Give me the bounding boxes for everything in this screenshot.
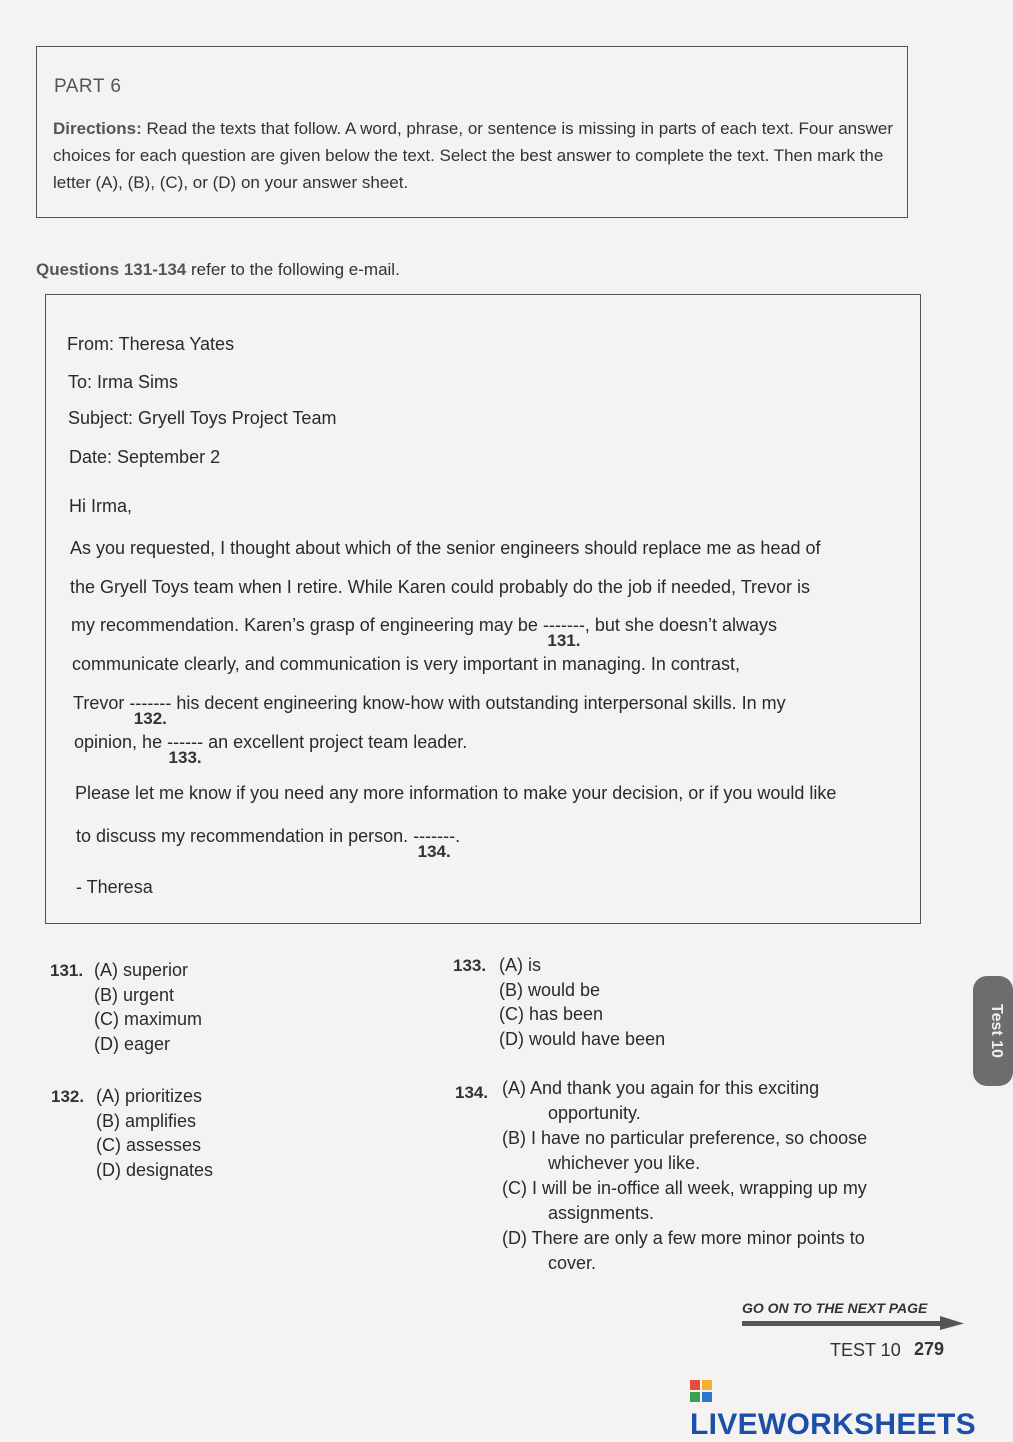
option-131-a[interactable]: (A) superior	[94, 960, 189, 980]
email-paragraph-line: As you requested, I thought about which of the senior engineers should replace me as head of	[70, 538, 821, 558]
side-tab	[973, 976, 1013, 1086]
option-132-a[interactable]: (A) prioritizes	[96, 1086, 203, 1106]
question-134-options	[502, 1076, 867, 1276]
option-text: whichever you like.	[548, 1153, 701, 1173]
option-133-b[interactable]: (B) would be	[499, 979, 601, 1000]
text-segment: an excellent project team leader.	[208, 732, 468, 752]
option-134-c[interactable]	[502, 1176, 867, 1226]
email-paragraph-line: Please let me know if you need any more information to make your decision, or if you would like	[75, 783, 837, 803]
directions-label: Directions:	[53, 119, 142, 138]
option-131-d[interactable]: (D) eager	[94, 1033, 171, 1054]
option-text: (B) I have no particular preference, so choose	[502, 1128, 868, 1148]
option-134-d[interactable]	[502, 1226, 867, 1276]
go-on-label: GO ON TO THE NEXT PAGE	[742, 1300, 928, 1316]
blank-dashes: -------	[413, 826, 456, 846]
blank-131[interactable]	[542, 615, 585, 650]
option-131-b[interactable]: (B) urgent	[94, 984, 175, 1005]
right-arrow-icon	[742, 1316, 964, 1330]
liveworksheets-logo-icon	[690, 1380, 712, 1402]
option-131-c[interactable]: (C) maximum	[94, 1009, 202, 1029]
blank-dashes: -------	[542, 615, 585, 635]
email-paragraph-line: communicate clearly, and communication is very important in managing. In contrast,	[72, 654, 740, 674]
option-134-a[interactable]	[502, 1076, 867, 1126]
questions-range: Questions 131-134	[36, 260, 187, 279]
email-paragraph-line	[73, 693, 786, 728]
brand-logo	[690, 1374, 999, 1442]
option-133-c[interactable]: (C) has been	[499, 1004, 604, 1024]
question-number-134: 134.	[417, 842, 451, 861]
question-133-options	[499, 953, 665, 1051]
option-text: (D) There are only a few more minor points to	[502, 1228, 865, 1248]
question-134-label: 134.	[455, 1083, 489, 1102]
directions-body: Read the texts that follow. A word, phrase, or sentence is missing in parts of each text. Four answer choices for each question are given below the text. Select the best answer to complete the text. Then mark the letter (A), (B), (C), or (D) on your answer sheet.	[53, 119, 894, 192]
text-segment: , but she doesn’t always	[584, 615, 778, 635]
option-132-c[interactable]: (C) assesses	[96, 1135, 202, 1155]
question-133-label: 133.	[453, 956, 487, 975]
email-subject: Subject: Gryell Toys Project Team	[68, 408, 337, 428]
text-segment: my recommendation. Karen’s grasp of engineering may be	[71, 615, 538, 635]
text-segment: Trevor	[73, 693, 125, 713]
text-segment: opinion, he	[74, 732, 163, 752]
email-paragraph-line	[76, 826, 461, 861]
text-segment: to discuss my recommendation in person.	[76, 826, 409, 846]
question-131-options	[94, 958, 202, 1056]
option-text: (A) And thank you again for this exciting	[502, 1078, 820, 1098]
question-131-label: 131.	[50, 961, 84, 980]
test-label: TEST 10	[830, 1340, 901, 1360]
questions-intro	[36, 260, 400, 280]
option-text: cover.	[548, 1253, 597, 1273]
part-title: PART 6	[54, 76, 122, 97]
side-tab-label: Test 10	[988, 1004, 1005, 1058]
option-133-a[interactable]: (A) is	[499, 955, 541, 975]
questions-intro-text: refer to the following e-mail.	[190, 260, 400, 279]
question-number-131: 131.	[547, 631, 581, 650]
blank-dashes: -------	[129, 693, 172, 713]
text-segment: his decent engineering know-how with outstanding interpersonal skills. In my	[176, 693, 786, 713]
email-paragraph-line	[74, 732, 468, 767]
email-signoff: - Theresa	[76, 877, 153, 897]
directions-text	[53, 115, 903, 196]
option-133-d[interactable]: (D) would have been	[499, 1028, 666, 1049]
option-132-b[interactable]: (B) amplifies	[96, 1110, 197, 1131]
blank-132[interactable]	[129, 693, 172, 728]
email-greeting: Hi Irma,	[69, 496, 132, 516]
blank-134[interactable]	[413, 826, 456, 861]
option-text: assignments.	[548, 1203, 655, 1223]
question-number-132: 132.	[133, 709, 167, 728]
email-paragraph-line: the Gryell Toys team when I retire. While Karen could probably do the job if needed, Trevor is	[70, 577, 811, 597]
question-132-options	[96, 1084, 213, 1182]
page-number: 279	[914, 1339, 945, 1359]
email-date: Date: September 2	[69, 447, 221, 467]
option-text: opportunity.	[548, 1103, 641, 1123]
blank-dashes: ------	[167, 732, 204, 752]
email-to: To: Irma Sims	[68, 372, 179, 392]
brand-name: LIVEWORKSHEETS	[690, 1408, 976, 1441]
email-paragraph-line	[71, 615, 778, 650]
text-segment: .	[455, 826, 461, 846]
option-134-b[interactable]	[502, 1126, 867, 1176]
email-from: From: Theresa Yates	[67, 334, 235, 354]
question-132-label: 132.	[51, 1087, 85, 1106]
question-number-133: 133.	[168, 748, 202, 767]
option-132-d[interactable]: (D) designates	[96, 1159, 214, 1180]
blank-133[interactable]	[167, 732, 204, 767]
option-text: (C) I will be in-office all week, wrapping up my	[502, 1178, 867, 1198]
